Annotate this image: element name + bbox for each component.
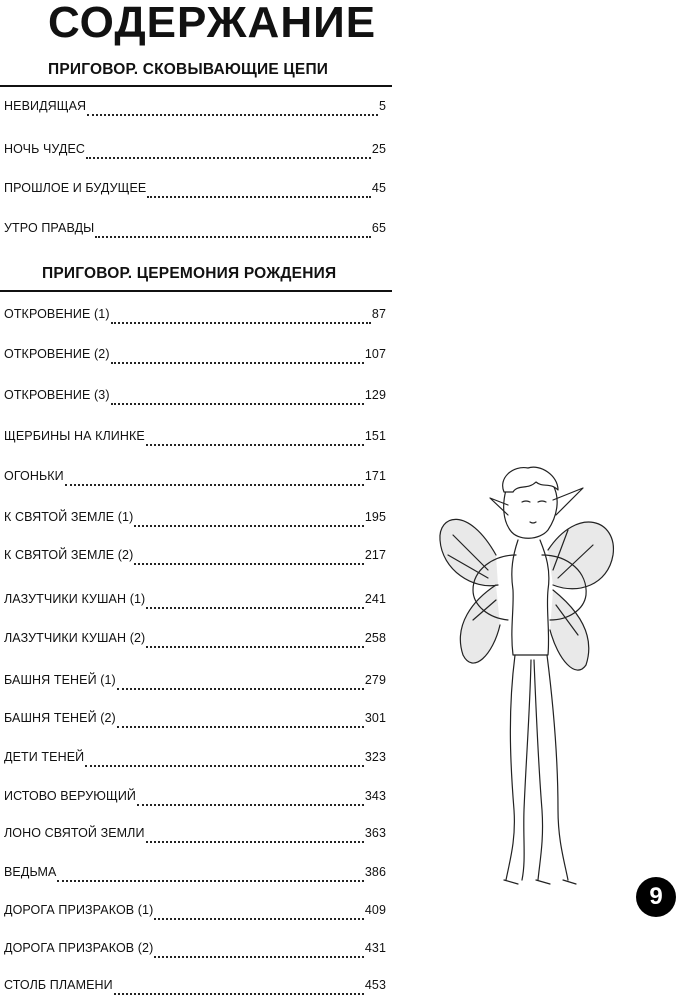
toc-entry-title: ЛАЗУТЧИКИ КУШАН (1) [4, 592, 146, 606]
dot-leader [117, 717, 364, 728]
dot-leader [134, 516, 363, 527]
dot-leader [147, 187, 371, 198]
toc-entry-page: 323 [364, 750, 386, 764]
toc-entry-page: 363 [364, 826, 386, 840]
dot-leader [146, 598, 364, 609]
dot-leader [95, 227, 371, 238]
toc-entry-title: ПРОШЛОЕ И БУДУЩЕЕ [4, 181, 147, 195]
toc-entry[interactable] [4, 592, 386, 614]
toc-entry[interactable] [4, 789, 386, 811]
page-number-badge: 9 [636, 877, 676, 917]
toc-entry[interactable] [4, 826, 386, 848]
toc-entry[interactable] [4, 307, 386, 329]
dot-leader [87, 105, 378, 116]
dot-leader [146, 435, 364, 446]
toc-entry-page: 87 [371, 307, 386, 321]
toc-entry[interactable] [4, 388, 386, 410]
toc-entry-page: 343 [364, 789, 386, 803]
fairy-illustration [418, 460, 618, 900]
toc-entry-page: 409 [364, 903, 386, 917]
toc-entry-page: 171 [364, 469, 386, 483]
dot-leader [154, 947, 363, 958]
toc-entry-page: 241 [364, 592, 386, 606]
toc-entry-page: 258 [364, 631, 386, 645]
toc-entry[interactable] [4, 221, 386, 243]
toc-entry-title: ДОРОГА ПРИЗРАКОВ (2) [4, 941, 154, 955]
toc-entry[interactable] [4, 99, 386, 121]
toc-entry-page: 279 [364, 673, 386, 687]
section-heading-1: ПРИГОВОР. СКОВЫВАЮЩИЕ ЦЕПИ [48, 61, 329, 78]
toc-entry[interactable] [4, 510, 386, 532]
toc-entry-title: ВЕДЬМА [4, 865, 57, 879]
toc-entry-page: 195 [364, 510, 386, 524]
toc-entry-page: 431 [364, 941, 386, 955]
toc-entry-title: К СВЯТОЙ ЗЕМЛЕ (1) [4, 510, 134, 524]
toc-entry[interactable] [4, 750, 386, 772]
toc-entry-page: 129 [364, 388, 386, 402]
toc-entry-title: ЛОНО СВЯТОЙ ЗЕМЛИ [4, 826, 145, 840]
page-title: СОДЕРЖАНИЕ [48, 0, 377, 47]
dot-leader [65, 475, 364, 486]
toc-entry[interactable] [4, 347, 386, 369]
dot-leader [146, 832, 364, 843]
toc-entry[interactable] [4, 941, 386, 963]
toc-entry-title: ДОРОГА ПРИЗРАКОВ (1) [4, 903, 154, 917]
toc-entry-page: 65 [371, 221, 386, 235]
toc-entry[interactable] [4, 142, 386, 164]
dot-leader [146, 637, 364, 648]
toc-entry-title: ОТКРОВЕНИЕ (3) [4, 388, 110, 402]
toc-entry[interactable] [4, 429, 386, 451]
dot-leader [134, 554, 363, 565]
toc-entry-page: 151 [364, 429, 386, 443]
toc-entry-title: НОЧЬ ЧУДЕС [4, 142, 86, 156]
toc-entry-title: ОТКРОВЕНИЕ (1) [4, 307, 110, 321]
toc-entry-page: 25 [371, 142, 386, 156]
toc-entry[interactable] [4, 711, 386, 733]
toc-entry-title: БАШНЯ ТЕНЕЙ (2) [4, 711, 116, 725]
section-heading-2: ПРИГОВОР. ЦЕРЕМОНИЯ РОЖДЕНИЯ [42, 265, 337, 282]
dot-leader [111, 353, 364, 364]
dot-leader [111, 394, 364, 405]
toc-entry-page: 107 [364, 347, 386, 361]
toc-entry-page: 453 [364, 978, 386, 992]
toc-entry-title: СТОЛБ ПЛАМЕНИ [4, 978, 113, 992]
toc-entry[interactable] [4, 673, 386, 695]
toc-entry-title: ОТКРОВЕНИЕ (2) [4, 347, 110, 361]
dot-leader [154, 909, 363, 920]
dot-leader [111, 313, 371, 324]
toc-entry-title: К СВЯТОЙ ЗЕМЛЕ (2) [4, 548, 134, 562]
toc-entry-title: НЕВИДЯЩАЯ [4, 99, 87, 113]
toc-entry[interactable] [4, 631, 386, 653]
divider [0, 85, 392, 87]
toc-entry-page: 301 [364, 711, 386, 725]
toc-entry-title: БАШНЯ ТЕНЕЙ (1) [4, 673, 116, 687]
toc-entry[interactable] [4, 181, 386, 203]
toc-entry-page: 386 [364, 865, 386, 879]
toc-entry[interactable] [4, 469, 386, 491]
toc-entry-title: ЛАЗУТЧИКИ КУШАН (2) [4, 631, 146, 645]
toc-entry[interactable] [4, 978, 386, 1000]
dot-leader [137, 795, 364, 806]
divider [0, 290, 392, 292]
toc-entry-title: УТРО ПРАВДЫ [4, 221, 95, 235]
toc-entry-title: ЩЕРБИНЫ НА КЛИНКЕ [4, 429, 145, 443]
dot-leader [85, 756, 364, 767]
dot-leader [114, 984, 364, 995]
toc-entry-page: 45 [371, 181, 386, 195]
toc-entry[interactable] [4, 548, 386, 570]
toc-entry-page: 217 [364, 548, 386, 562]
toc-entry-title: ИСТОВО ВЕРУЮЩИЙ [4, 789, 137, 803]
dot-leader [117, 679, 364, 690]
dot-leader [86, 148, 371, 159]
toc-entry-title: ОГОНЬКИ [4, 469, 64, 483]
toc-entry[interactable] [4, 865, 386, 887]
toc-entry[interactable] [4, 903, 386, 925]
dot-leader [57, 871, 363, 882]
toc-entry-title: ДЕТИ ТЕНЕЙ [4, 750, 85, 764]
toc-entry-page: 5 [378, 99, 386, 113]
